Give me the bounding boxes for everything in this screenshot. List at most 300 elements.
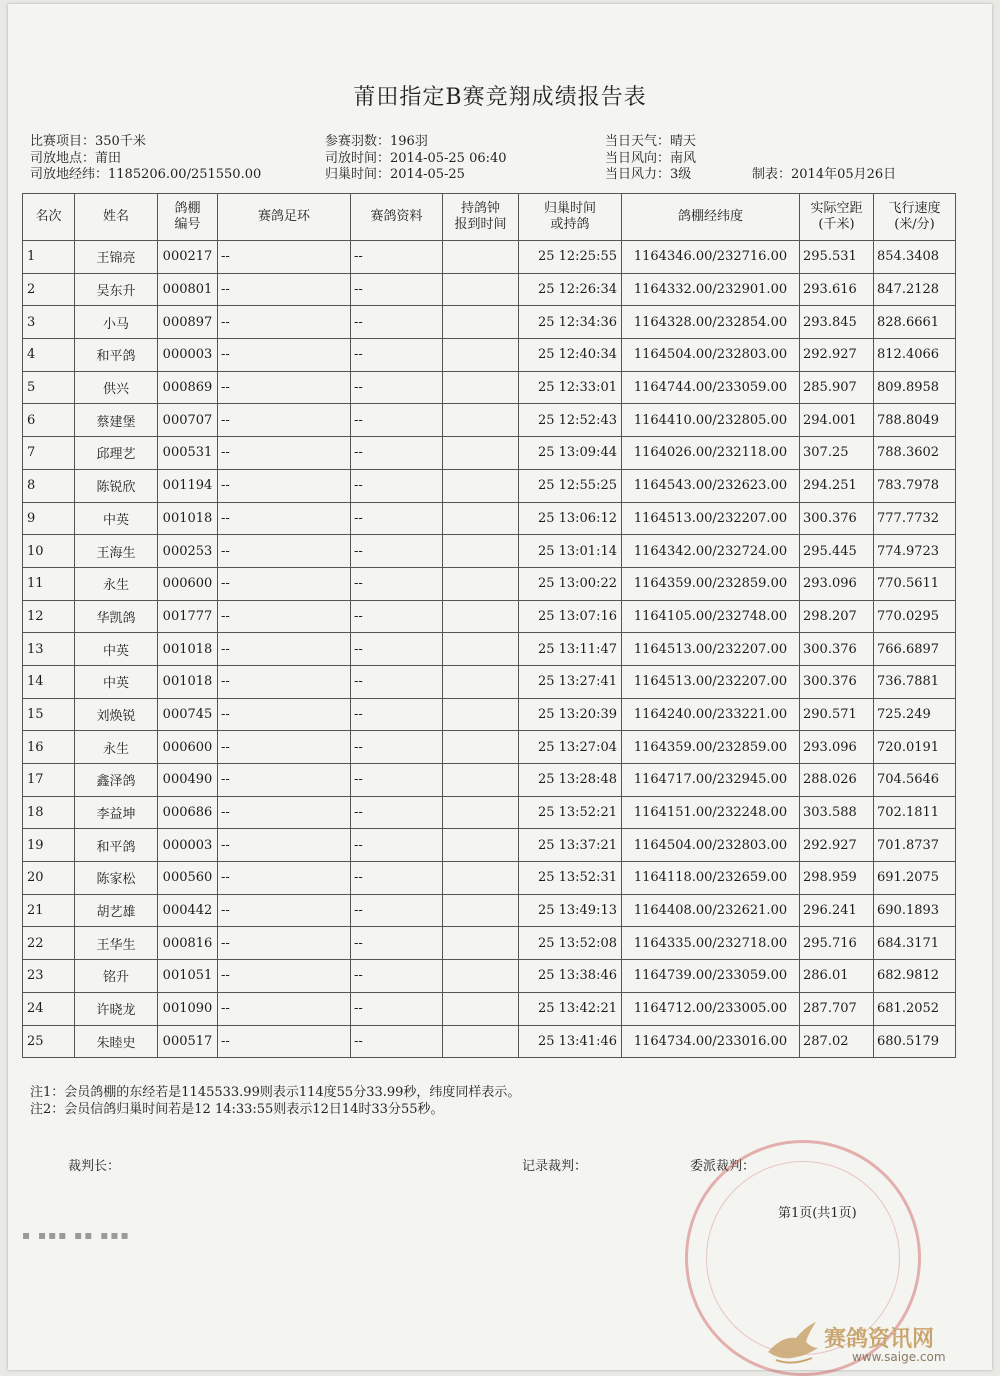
cell-rank: 14 xyxy=(23,665,75,698)
cell-coords: 1164744.00/233059.00 xyxy=(622,371,800,404)
cell-arrival: 25 13:52:31 xyxy=(519,862,622,895)
cell-info: -- xyxy=(351,862,443,895)
meta-wind-direction: 当日风向：南风 xyxy=(605,151,697,166)
cell-info: -- xyxy=(351,600,443,633)
table-row xyxy=(23,894,956,927)
cell-distance: 307.25 xyxy=(800,437,874,470)
cell-info: -- xyxy=(351,796,443,829)
cell-clock xyxy=(443,404,519,437)
cell-speed: 766.6897 xyxy=(874,633,956,666)
table-row xyxy=(23,371,956,404)
cell-distance: 286.01 xyxy=(800,960,874,993)
cell-ring: -- xyxy=(218,829,351,862)
cell-id: 000560 xyxy=(158,862,218,895)
table-row xyxy=(23,502,956,535)
cell-info: -- xyxy=(351,960,443,993)
header-arrival: 归巢时间 或持鸽 xyxy=(519,194,622,241)
cell-clock xyxy=(443,862,519,895)
cell-ring: -- xyxy=(218,241,351,274)
meta-made-date: 制表：2014年05月26日 xyxy=(752,167,897,182)
watermark-url: www.saige.com xyxy=(852,1350,946,1364)
cell-clock xyxy=(443,241,519,274)
cell-name: 中英 xyxy=(75,633,158,666)
cell-arrival: 25 12:34:36 xyxy=(519,306,622,339)
table-row xyxy=(23,241,956,274)
table-row xyxy=(23,567,956,600)
notes xyxy=(30,1084,520,1118)
cell-arrival: 25 13:07:16 xyxy=(519,600,622,633)
header-rank: 名次 xyxy=(23,194,75,241)
cell-clock xyxy=(443,633,519,666)
note-2: 注2：会员信鸽归巢时间若是12 14:33:55则表示12日14时33分55秒。 xyxy=(30,1102,444,1117)
cell-clock xyxy=(443,1025,519,1058)
cell-name: 王海生 xyxy=(75,535,158,568)
table-row xyxy=(23,862,956,895)
cell-id: 000686 xyxy=(158,796,218,829)
meta-release-time: 司放时间：2014-05-25 06:40 xyxy=(325,151,507,166)
cell-arrival: 25 12:33:01 xyxy=(519,371,622,404)
cell-arrival: 25 13:42:21 xyxy=(519,992,622,1025)
cell-distance: 298.207 xyxy=(800,600,874,633)
cell-id: 001018 xyxy=(158,502,218,535)
cell-distance: 288.026 xyxy=(800,764,874,797)
cell-ring: -- xyxy=(218,927,351,960)
cell-speed: 684.3171 xyxy=(874,927,956,960)
cell-coords: 1164543.00/232623.00 xyxy=(622,469,800,502)
header-ring: 赛鸽足环 xyxy=(218,194,351,241)
cell-arrival: 25 13:41:46 xyxy=(519,1025,622,1058)
cell-rank: 15 xyxy=(23,698,75,731)
cell-coords: 1164712.00/233005.00 xyxy=(622,992,800,1025)
cell-clock xyxy=(443,535,519,568)
table-row xyxy=(23,731,956,764)
cell-rank: 5 xyxy=(23,371,75,404)
cell-name: 和平鸽 xyxy=(75,339,158,372)
cell-distance: 293.096 xyxy=(800,567,874,600)
cell-coords: 1164504.00/232803.00 xyxy=(622,339,800,372)
cell-distance: 293.845 xyxy=(800,306,874,339)
cell-speed: 704.5646 xyxy=(874,764,956,797)
cell-info: -- xyxy=(351,469,443,502)
table-row xyxy=(23,306,956,339)
table-row xyxy=(23,927,956,960)
cell-coords: 1164026.00/232118.00 xyxy=(622,437,800,470)
cell-arrival: 25 12:40:34 xyxy=(519,339,622,372)
cell-arrival: 25 13:27:04 xyxy=(519,731,622,764)
cell-speed: 828.6661 xyxy=(874,306,956,339)
cell-arrival: 25 12:25:55 xyxy=(519,241,622,274)
cell-rank: 1 xyxy=(23,241,75,274)
meta-return-time: 归巢时间：2014-05-25 xyxy=(325,167,465,182)
table-row xyxy=(23,1025,956,1058)
cell-id: 000600 xyxy=(158,567,218,600)
cell-info: -- xyxy=(351,894,443,927)
cell-name: 王华生 xyxy=(75,927,158,960)
watermark xyxy=(762,1318,982,1370)
cell-speed: 720.0191 xyxy=(874,731,956,764)
cell-coords: 1164734.00/233016.00 xyxy=(622,1025,800,1058)
cell-speed: 682.9812 xyxy=(874,960,956,993)
cell-name: 铭升 xyxy=(75,960,158,993)
cell-distance: 290.571 xyxy=(800,698,874,731)
table-row xyxy=(23,535,956,568)
table-row xyxy=(23,698,956,731)
cell-speed: 770.0295 xyxy=(874,600,956,633)
cell-arrival: 25 13:01:14 xyxy=(519,535,622,568)
cell-speed: 680.5179 xyxy=(874,1025,956,1058)
cell-clock xyxy=(443,502,519,535)
cell-ring: -- xyxy=(218,535,351,568)
cell-distance: 300.376 xyxy=(800,502,874,535)
cell-clock xyxy=(443,339,519,372)
table-row xyxy=(23,339,956,372)
cell-rank: 10 xyxy=(23,535,75,568)
cell-arrival: 25 13:38:46 xyxy=(519,960,622,993)
header-distance: 实际空距 (千米) xyxy=(800,194,874,241)
header-info: 赛鸽资料 xyxy=(351,194,443,241)
cell-arrival: 25 12:55:25 xyxy=(519,469,622,502)
cell-name: 蔡建堡 xyxy=(75,404,158,437)
cell-id: 000897 xyxy=(158,306,218,339)
cell-speed: 725.249 xyxy=(874,698,956,731)
cell-id: 000003 xyxy=(158,829,218,862)
table-row xyxy=(23,665,956,698)
cell-clock xyxy=(443,600,519,633)
cell-arrival: 25 13:52:21 xyxy=(519,796,622,829)
cell-rank: 7 xyxy=(23,437,75,470)
meta-release-coords: 司放地经纬：1185206.00/251550.00 xyxy=(30,167,262,182)
cell-distance: 295.716 xyxy=(800,927,874,960)
cell-coords: 1164335.00/232718.00 xyxy=(622,927,800,960)
cell-name: 朱睦史 xyxy=(75,1025,158,1058)
cell-speed: 788.8049 xyxy=(874,404,956,437)
cell-name: 许晓龙 xyxy=(75,992,158,1025)
cell-id: 000217 xyxy=(158,241,218,274)
cell-speed: 777.7732 xyxy=(874,502,956,535)
cell-coords: 1164240.00/233221.00 xyxy=(622,698,800,731)
chief-judge-label: 裁判长： xyxy=(68,1159,121,1174)
cell-coords: 1164717.00/232945.00 xyxy=(622,764,800,797)
cell-arrival: 25 12:52:43 xyxy=(519,404,622,437)
meta-event: 比赛项目：350千米 xyxy=(30,134,146,149)
cell-distance: 294.001 xyxy=(800,404,874,437)
cell-rank: 3 xyxy=(23,306,75,339)
cell-distance: 293.096 xyxy=(800,731,874,764)
cell-clock xyxy=(443,665,519,698)
cell-id: 001777 xyxy=(158,600,218,633)
cell-name: 李益坤 xyxy=(75,796,158,829)
cell-coords: 1164342.00/232724.00 xyxy=(622,535,800,568)
cell-clock xyxy=(443,306,519,339)
cell-info: -- xyxy=(351,731,443,764)
cell-name: 供兴 xyxy=(75,371,158,404)
cell-info: -- xyxy=(351,273,443,306)
cell-name: 胡艺雄 xyxy=(75,894,158,927)
cell-clock xyxy=(443,469,519,502)
table-row xyxy=(23,273,956,306)
cell-id: 000517 xyxy=(158,1025,218,1058)
cell-coords: 1164328.00/232854.00 xyxy=(622,306,800,339)
cell-distance: 298.959 xyxy=(800,862,874,895)
recording-judge-label: 记录裁判： xyxy=(522,1159,588,1174)
cell-arrival: 25 13:06:12 xyxy=(519,502,622,535)
cell-ring: -- xyxy=(218,894,351,927)
cell-rank: 23 xyxy=(23,960,75,993)
cell-rank: 4 xyxy=(23,339,75,372)
cell-arrival: 25 13:49:13 xyxy=(519,894,622,927)
note-1: 注1：会员鸽棚的东经若是1145533.99则表示114度55分33.99秒，纬度同样表示。 xyxy=(30,1085,521,1100)
table-row xyxy=(23,960,956,993)
cell-name: 邱理艺 xyxy=(75,437,158,470)
cell-ring: -- xyxy=(218,502,351,535)
cell-speed: 691.2075 xyxy=(874,862,956,895)
table-header-row xyxy=(23,194,956,241)
cell-coords: 1164513.00/232207.00 xyxy=(622,665,800,698)
cell-id: 001051 xyxy=(158,960,218,993)
cell-rank: 25 xyxy=(23,1025,75,1058)
cell-arrival: 25 13:11:47 xyxy=(519,633,622,666)
cell-info: -- xyxy=(351,764,443,797)
cell-clock xyxy=(443,894,519,927)
header-coords: 鸽棚经纬度 xyxy=(622,194,800,241)
table-row xyxy=(23,992,956,1025)
cell-ring: -- xyxy=(218,469,351,502)
cell-rank: 13 xyxy=(23,633,75,666)
table-row xyxy=(23,829,956,862)
table-row xyxy=(23,404,956,437)
cell-name: 和平鸽 xyxy=(75,829,158,862)
header-loft-id: 鸽棚 编号 xyxy=(158,194,218,241)
cell-name: 永生 xyxy=(75,567,158,600)
cell-speed: 770.5611 xyxy=(874,567,956,600)
header-speed: 飞行速度 (米/分) xyxy=(874,194,956,241)
cell-ring: -- xyxy=(218,306,351,339)
cell-speed: 690.1893 xyxy=(874,894,956,927)
cell-rank: 21 xyxy=(23,894,75,927)
cell-info: -- xyxy=(351,992,443,1025)
cell-coords: 1164105.00/232748.00 xyxy=(622,600,800,633)
table-row xyxy=(23,437,956,470)
cell-ring: -- xyxy=(218,960,351,993)
meta-weather: 当日天气：晴天 xyxy=(605,134,697,149)
cell-info: -- xyxy=(351,404,443,437)
cell-ring: -- xyxy=(218,567,351,600)
pigeon-logo-icon xyxy=(762,1318,822,1368)
cell-distance: 287.707 xyxy=(800,992,874,1025)
appointed-judge-label: 委派裁判： xyxy=(690,1159,756,1174)
cell-rank: 2 xyxy=(23,273,75,306)
cell-id: 000442 xyxy=(158,894,218,927)
cell-name: 吴东升 xyxy=(75,273,158,306)
cell-name: 王锦亮 xyxy=(75,241,158,274)
cell-name: 陈锐欣 xyxy=(75,469,158,502)
cell-info: -- xyxy=(351,665,443,698)
cell-info: -- xyxy=(351,1025,443,1058)
cell-clock xyxy=(443,371,519,404)
cell-arrival: 25 13:27:41 xyxy=(519,665,622,698)
cell-distance: 300.376 xyxy=(800,665,874,698)
cell-rank: 19 xyxy=(23,829,75,862)
cell-coords: 1164504.00/232803.00 xyxy=(622,829,800,862)
results-table xyxy=(22,193,956,1058)
cell-info: -- xyxy=(351,306,443,339)
cell-name: 鑫泽鸽 xyxy=(75,764,158,797)
cell-id: 000490 xyxy=(158,764,218,797)
cell-arrival: 25 13:28:48 xyxy=(519,764,622,797)
cell-arrival: 25 13:09:44 xyxy=(519,437,622,470)
cell-id: 000531 xyxy=(158,437,218,470)
cell-name: 永生 xyxy=(75,731,158,764)
cell-rank: 9 xyxy=(23,502,75,535)
cell-clock xyxy=(443,567,519,600)
cell-rank: 22 xyxy=(23,927,75,960)
table-row xyxy=(23,764,956,797)
cell-speed: 701.8737 xyxy=(874,829,956,862)
cell-distance: 292.927 xyxy=(800,339,874,372)
cell-id: 000801 xyxy=(158,273,218,306)
cell-ring: -- xyxy=(218,731,351,764)
cell-coords: 1164346.00/232716.00 xyxy=(622,241,800,274)
cell-id: 000707 xyxy=(158,404,218,437)
cell-coords: 1164513.00/232207.00 xyxy=(622,502,800,535)
table-row xyxy=(23,796,956,829)
cell-name: 陈家松 xyxy=(75,862,158,895)
cell-id: 001194 xyxy=(158,469,218,502)
cell-info: -- xyxy=(351,829,443,862)
cell-ring: -- xyxy=(218,339,351,372)
cell-coords: 1164332.00/232901.00 xyxy=(622,273,800,306)
cell-speed: 812.4066 xyxy=(874,339,956,372)
cell-info: -- xyxy=(351,535,443,568)
cell-speed: 847.2128 xyxy=(874,273,956,306)
cell-ring: -- xyxy=(218,764,351,797)
cell-name: 中英 xyxy=(75,665,158,698)
cell-id: 000816 xyxy=(158,927,218,960)
cell-arrival: 25 13:00:22 xyxy=(519,567,622,600)
cell-ring: -- xyxy=(218,273,351,306)
cell-coords: 1164118.00/232659.00 xyxy=(622,862,800,895)
cell-id: 001018 xyxy=(158,633,218,666)
cell-info: -- xyxy=(351,567,443,600)
cell-coords: 1164739.00/233059.00 xyxy=(622,960,800,993)
cell-speed: 788.3602 xyxy=(874,437,956,470)
cell-speed: 702.1811 xyxy=(874,796,956,829)
cell-coords: 1164513.00/232207.00 xyxy=(622,633,800,666)
cell-rank: 20 xyxy=(23,862,75,895)
cell-rank: 16 xyxy=(23,731,75,764)
table-row xyxy=(23,600,956,633)
page-number: 第1页(共1页) xyxy=(778,1206,857,1221)
cell-arrival: 25 12:26:34 xyxy=(519,273,622,306)
cell-clock xyxy=(443,992,519,1025)
cell-clock xyxy=(443,829,519,862)
cell-id: 000869 xyxy=(158,371,218,404)
cell-rank: 24 xyxy=(23,992,75,1025)
cell-distance: 293.616 xyxy=(800,273,874,306)
cell-distance: 287.02 xyxy=(800,1025,874,1058)
cell-distance: 295.531 xyxy=(800,241,874,274)
cell-id: 000745 xyxy=(158,698,218,731)
cell-ring: -- xyxy=(218,698,351,731)
cell-arrival: 25 13:20:39 xyxy=(519,698,622,731)
meta-entries: 参赛羽数：196羽 xyxy=(325,134,428,149)
cell-clock xyxy=(443,437,519,470)
cell-speed: 783.7978 xyxy=(874,469,956,502)
faint-scan-marks: ▪ ▪▪▪ ▪▪ ▪▪▪ xyxy=(22,1228,131,1242)
cell-ring: -- xyxy=(218,371,351,404)
cell-name: 小马 xyxy=(75,306,158,339)
watermark-name: 赛鸽资讯网 xyxy=(824,1327,935,1352)
cell-distance: 294.251 xyxy=(800,469,874,502)
cell-name: 刘焕锐 xyxy=(75,698,158,731)
cell-arrival: 25 13:37:21 xyxy=(519,829,622,862)
cell-clock xyxy=(443,764,519,797)
cell-coords: 1164359.00/232859.00 xyxy=(622,731,800,764)
cell-clock xyxy=(443,698,519,731)
cell-info: -- xyxy=(351,502,443,535)
cell-ring: -- xyxy=(218,1025,351,1058)
cell-distance: 285.907 xyxy=(800,371,874,404)
cell-ring: -- xyxy=(218,992,351,1025)
cell-info: -- xyxy=(351,698,443,731)
cell-coords: 1164410.00/232805.00 xyxy=(622,404,800,437)
cell-rank: 17 xyxy=(23,764,75,797)
cell-speed: 736.7881 xyxy=(874,665,956,698)
meta-release-place: 司放地点：莆田 xyxy=(30,151,122,166)
cell-ring: -- xyxy=(218,600,351,633)
cell-coords: 1164359.00/232859.00 xyxy=(622,567,800,600)
cell-id: 000003 xyxy=(158,339,218,372)
cell-ring: -- xyxy=(218,437,351,470)
report-title: 莆田指定B赛竞翔成绩报告表 xyxy=(353,85,647,110)
cell-name: 华凯鸽 xyxy=(75,600,158,633)
cell-rank: 8 xyxy=(23,469,75,502)
cell-clock xyxy=(443,927,519,960)
header-clock: 持鸽钟 报到时间 xyxy=(443,194,519,241)
cell-speed: 774.9723 xyxy=(874,535,956,568)
cell-rank: 11 xyxy=(23,567,75,600)
cell-ring: -- xyxy=(218,665,351,698)
cell-info: -- xyxy=(351,437,443,470)
cell-info: -- xyxy=(351,633,443,666)
cell-speed: 809.8958 xyxy=(874,371,956,404)
cell-info: -- xyxy=(351,339,443,372)
cell-distance: 300.376 xyxy=(800,633,874,666)
cell-clock xyxy=(443,273,519,306)
cell-speed: 681.2052 xyxy=(874,992,956,1025)
cell-clock xyxy=(443,796,519,829)
cell-info: -- xyxy=(351,371,443,404)
cell-info: -- xyxy=(351,927,443,960)
table-row xyxy=(23,633,956,666)
meta-wind-force: 当日风力：3级 xyxy=(605,167,692,182)
cell-rank: 12 xyxy=(23,600,75,633)
cell-clock xyxy=(443,731,519,764)
cell-info: -- xyxy=(351,241,443,274)
cell-name: 中英 xyxy=(75,502,158,535)
cell-rank: 6 xyxy=(23,404,75,437)
cell-id: 001090 xyxy=(158,992,218,1025)
cell-coords: 1164151.00/232248.00 xyxy=(622,796,800,829)
cell-rank: 18 xyxy=(23,796,75,829)
cell-arrival: 25 13:52:08 xyxy=(519,927,622,960)
cell-speed: 854.3408 xyxy=(874,241,956,274)
cell-ring: -- xyxy=(218,404,351,437)
table-row xyxy=(23,469,956,502)
cell-distance: 292.927 xyxy=(800,829,874,862)
cell-id: 001018 xyxy=(158,665,218,698)
cell-distance: 295.445 xyxy=(800,535,874,568)
